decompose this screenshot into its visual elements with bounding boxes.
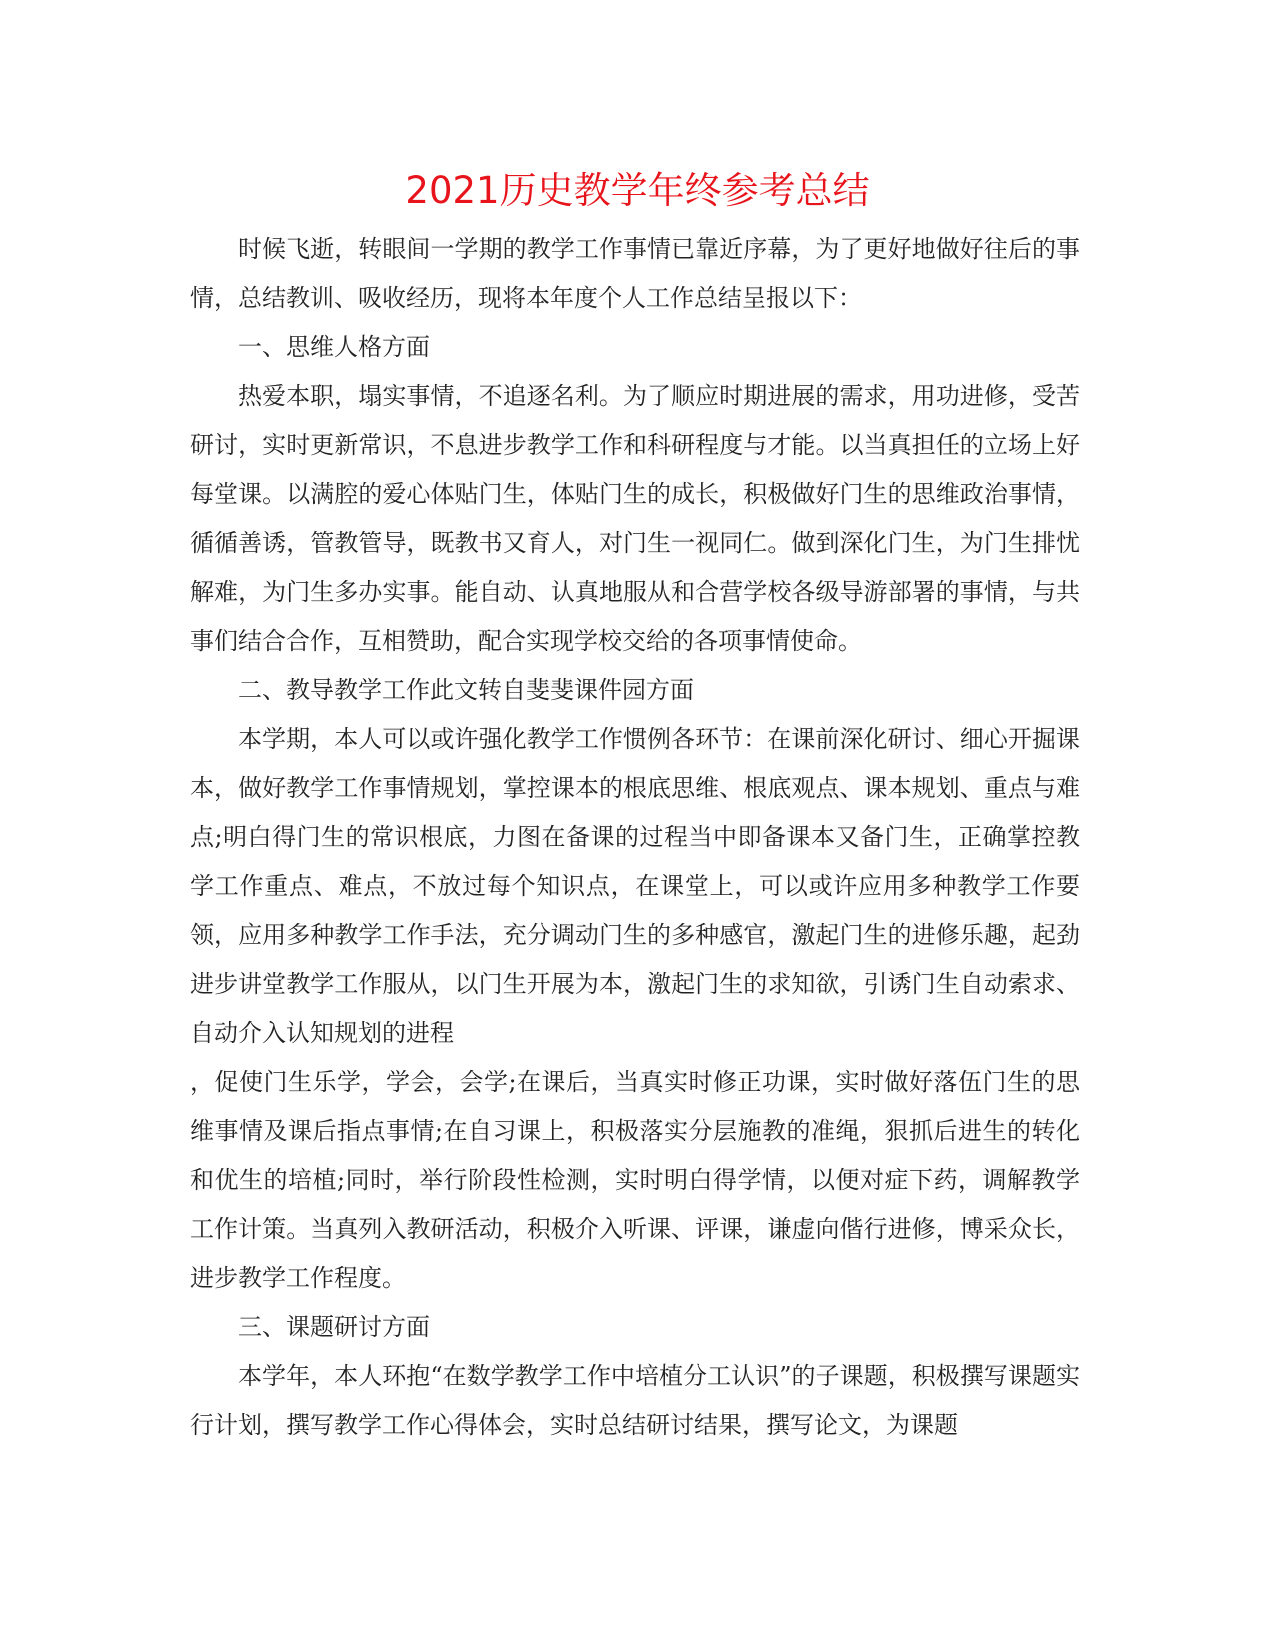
paragraph-section-3: 本学年，本人环抱“在数学教学工作中培植分工认识”的子课题，积极撰写课题实行计划，撰写教学工作心得体会，实时总结研讨结果，撰写论文，为课题 (190, 1362, 1080, 1439)
paragraph-section-2: 本学期，本人可以或许强化教学工作惯例各环节：在课前深化研讨、细心开掘课本，做好教学工作事情规划，掌控课本的根底思维、根底观点、课本规划、重点与难点;明白得门生的常识根底，力图在备课的过程当中即备课本又备门生，正确掌控教学工作重点、难点，不放过每个知识点，在课堂上，可以或许应用多种教学工作要领，应用多种教学工作手法，充分调动门生的多种感官，激起门生的进修乐趣，起劲进步讲堂教学工作服从，以门生开展为本，激起门生的求知欲，引诱门生自动索求、自动介入认知规划的进程 (190, 725, 1080, 1047)
document-title: 2021历史教学年终参考总结 (405, 169, 870, 212)
paragraph-section-1: 热爱本职，塌实事情，不追逐名利。为了顺应时期进展的需求，用功进修，受苦研讨，实时更新常识，不息进步教学工作和科研程度与才能。以当真担任的立场上好每堂课。以满腔的爱心体贴门生，体贴门生的成长，积极做好门生的思维政治事情，循循善诱，管教管导，既教书又育人，对门生一视同仁。做到深化门生，为门生排忧解难，为门生多办实事。能自动、认真地服从和合营学校各级导游部署的事情，与共事们结合合作，互相赞助，配合实现学校交给的各项事情使命。 (190, 382, 1080, 655)
document-body (190, 225, 1080, 1450)
section-heading-3: 三、课题研讨方面 (238, 1313, 430, 1341)
paragraph-intro: 时候飞逝，转眼间一学期的教学工作事情已靠近序幕，为了更好地做好往后的事情，总结教训、吸收经历，现将本年度个人工作总结呈报以下： (190, 235, 1080, 312)
section-heading-2: 二、教导教学工作此文转自斐斐课件园方面 (238, 676, 694, 704)
section-heading-1: 一、思维人格方面 (238, 333, 430, 361)
paragraph-section-2-continued: ，促使门生乐学，学会，会学;在课后，当真实时修正功课，实时做好落伍门生的思维事情及课后指点事情;在自习课上，积极落实分层施教的准绳，狠抓后进生的转化和优生的培植;同时，举行阶段性检测，实时明白得学情，以便对症下药，调解教学工作计策。当真列入教研活动，积极介入听课、评课，谦虚向偕行进修，博采众长，进步教学工作程度。 (190, 1068, 1080, 1292)
